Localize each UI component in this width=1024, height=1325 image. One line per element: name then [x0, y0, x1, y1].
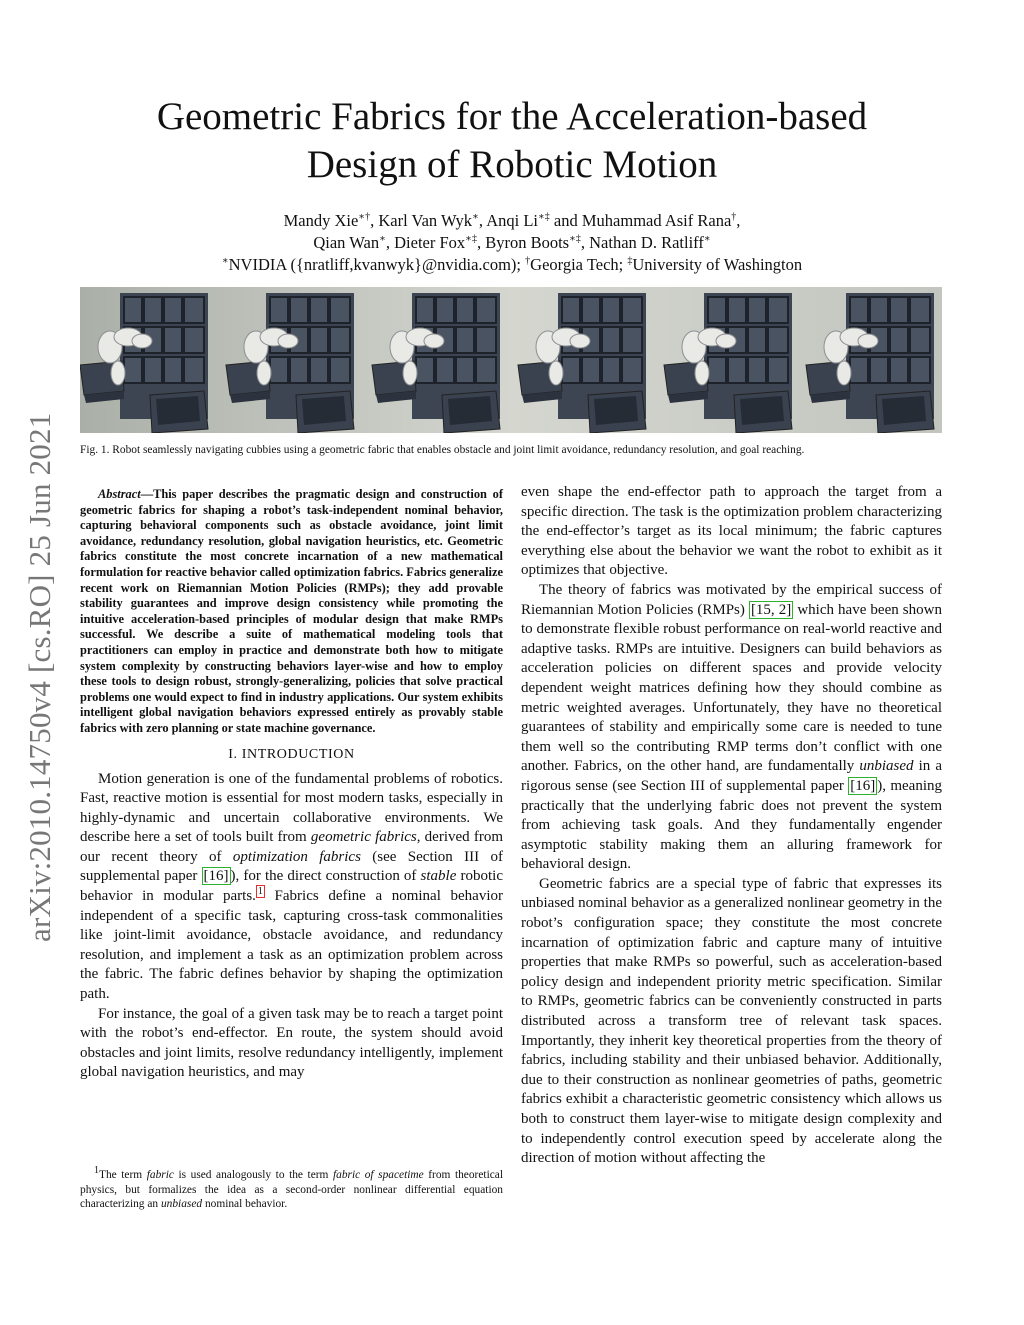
author-name: Karl Van Wyk: [378, 211, 473, 230]
figure-caption: Fig. 1. Robot seamlessly navigating cubbies using a geometric fabric that enables obstacle and joint limit avoidance, redundancy resolution, and goal reaching.: [80, 444, 805, 456]
text-run: is used analogously to the term: [173, 1169, 333, 1181]
author-name: Qian Wan: [313, 233, 380, 252]
author-affil-mark: ∗‡: [465, 233, 477, 245]
intro-paragraph-2: For instance, the goal of a given task may be to reach a target point with the robot’s end-effector. En route, the system should avoid obstacles and joint limits, resolve redundancy intelligently, implement global navigation heuristics, and may: [80, 1005, 503, 1081]
footnote-link[interactable]: 1: [257, 886, 263, 898]
author-name: Anqi Li: [486, 211, 538, 230]
citation-link[interactable]: [16]: [203, 868, 229, 885]
text-run: ), meaning practically that the underlying fabric does not prevent the system from achieving task goals. And they fundamentally engender asymptotic stability making them an alluring framework for behavioral design.: [521, 777, 942, 873]
author-affil-mark: ∗: [472, 211, 479, 223]
abstract-text: —This paper describes the pragmatic design and construction of geometric fabrics for shaping a robot’s task-independent nominal behavior, capturing behavioral components such as obstacle avoidance, joint limit avoidance, redundancy resolution, global navigation heuristics, etc. Geometric fabrics constitute the most concrete incarnation of a new mathematical formulation for reactive behavior called optimization fabrics. Fabrics generalize recent work on Riemannian Motion Policies (RMPs); they add provable stability guarantees and improve design consistency while promoting the intuitive acceleration-based principles of modular design that make RMPs successful. We describe a suite of mathematical modeling tools that practitioners can employ in practice and demonstrate both how to mitigate system complexity by constructing behaviors layer-wise and how to employ these tools to design robust, strongly-generalizing, policies that solve practical problems one would expect to find in industry applications. Our system exhibits intelligent global navigation behaviors expressed entirely as provably stable fabrics with zero planning or state machine governance.: [80, 487, 503, 735]
affil-mark: †: [525, 255, 531, 267]
text-italic: unbiased: [160, 1198, 203, 1211]
author-name: Nathan D. Ratliff: [589, 233, 704, 252]
text-run: (see Section III of supplemental paper: [80, 848, 503, 885]
author-affil-mark: ∗‡: [538, 211, 550, 223]
author-affil-mark: ∗‡: [569, 233, 581, 245]
text-italic: unbiased: [859, 758, 914, 775]
author-name: Mandy Xie: [283, 211, 359, 230]
right-column: [521, 483, 942, 1169]
author-affil-mark: ∗: [379, 233, 386, 245]
footnote-number: 1: [94, 1165, 99, 1177]
text-run: The theory of fabrics was motivated by the empirical success of Riemannian Motion Policies (RMPs): [521, 581, 942, 618]
author-name: Muhammad Asif Rana: [581, 211, 732, 230]
text-run: Motion generation is one of the fundamental problems of robotics. Fast, reactive motion is essential for most modern tasks, especially in highly-dynamic and uncertain collaborative environments. We describe here a set of tools built from: [80, 770, 503, 846]
author-name: Byron Boots: [485, 233, 570, 252]
text-italic: optimization fabrics: [232, 848, 361, 865]
author-name: Dieter Fox: [394, 233, 466, 252]
author-affil-mark: †: [731, 211, 737, 223]
text-run: nominal behavior.: [202, 1198, 288, 1211]
abstract: [80, 487, 503, 737]
author-line-2: [100, 232, 924, 254]
text-run: ), for the direct construction of: [230, 868, 421, 885]
author-block: [100, 210, 924, 276]
author-sep: ,: [736, 211, 741, 230]
right-paragraph-3: Geometric fabrics are a special type of fabric that expresses its unbiased nominal behavior as a generalized nonlinear geometry in the robot’s configuration space; they constitute the most concrete incarnation of optimization fabric and capture many of intuitive properties that make RMPs so powerful, such as acceleration-based policy design and independent priority metric specification. Similar to RMPs, geometric fabrics can be conveniently constructed in parts distributed across a transform tree of relevant task spaces. Importantly, they inherit key theoretical properties from the theory of fabrics, including stability and their unbiased behavior. Additionally, due to their construction as nonlinear geometries of paths, geometric fabrics exhibit a characteristic geometric consistency which allows us both to construct them layer-wise to mitigate design complexity and to independently control execution speed by accelerate along the direction of motion without affecting the: [521, 875, 942, 1167]
robot-cubbies-illustration: [80, 287, 942, 433]
text-italic: fabric: [146, 1169, 174, 1181]
affiliations: [100, 254, 924, 276]
affil-mark: ‡: [627, 255, 633, 267]
footnote-1: [80, 1165, 504, 1212]
author-affil-mark: ∗†: [358, 211, 371, 223]
right-paragraph-1: even shape the end-effector path to approach the target from a specific direction. The task is the optimization problem characterizing the end-effector’s target as its local minimum; the fabric captures everything else about the behavior we want the robot to exhibit as it optimizes that objective.: [521, 484, 942, 579]
arxiv-identifier: arXiv:2010.14750v4 [cs.RO] 25 Jun 2021: [22, 412, 57, 942]
citation-link[interactable]: [15, 2]: [750, 601, 792, 618]
text-italic: fabric of spacetime: [332, 1169, 424, 1181]
author-line-1: [100, 210, 924, 232]
affil-nvidia: NVIDIA ({nratliff,kvanwyk}@nvidia.com);: [228, 255, 526, 274]
author-sep: ,: [476, 233, 486, 252]
text-run: The term: [99, 1169, 147, 1181]
text-italic: stable: [420, 868, 457, 885]
figure-robot-cubbies: [80, 287, 942, 433]
right-paragraph-2: [521, 581, 942, 875]
paper-title: [100, 93, 924, 189]
author-sep: ,: [370, 211, 379, 230]
title-line-2: Design of Robotic Motion: [306, 143, 718, 186]
text-run: from theoretical physics, but formalizes the idea as a second-order nonlinear differential equation characterizing an: [80, 1169, 504, 1211]
author-sep: ,: [478, 211, 487, 230]
text-run: which have been shown to demonstrate flexible robust performance on real-world reactive and adaptive tasks. RMPs are intuitive. Designers can build behaviors as acceleration policies on different spaces and provide velocity dependent weight matrices defining how they should combine as metric weighted averages. Unfortunately, they have no theoretical guarantees of stability and empirically some care is needed to tune them well so the contributing RMP terms don’t conflict with one another. Fabrics, on the other hand, are fundamentally: [521, 601, 942, 775]
abstract-label: Abstract: [98, 487, 141, 501]
author-sep: ,: [580, 233, 590, 252]
title-line-1: Geometric Fabrics for the Acceleration-based: [156, 95, 868, 138]
author-sep: and: [549, 211, 582, 230]
affil-mark: ∗: [221, 255, 229, 267]
citation-link[interactable]: [16]: [850, 777, 876, 794]
affil-georgia-tech: Georgia Tech;: [530, 255, 628, 274]
text-run: Fabrics define a nominal behavior independent of a specific task, capturing cross-task commonalities like joint-limit avoidance, obstacle avoidance, and redundancy resolution, and implement a task as an optimization problem across the fabric. The fabric defines behavior by shaping the optimization path.: [80, 888, 503, 1003]
affil-uw: University of Washington: [632, 255, 803, 274]
author-affil-mark: ∗: [703, 233, 711, 245]
intro-paragraph-1: [80, 770, 503, 1005]
text-run: robotic behavior in modular parts.: [80, 868, 503, 905]
text-italic: geometric fabrics: [310, 829, 417, 846]
text-run: , derived from our recent theory of: [80, 829, 504, 865]
section-heading-introduction: I. INTRODUCTION: [228, 746, 355, 762]
left-column: [80, 487, 503, 1083]
text-run: in a rigorous sense (see Section III of supplemental paper: [521, 758, 943, 794]
author-sep: ,: [385, 233, 395, 252]
